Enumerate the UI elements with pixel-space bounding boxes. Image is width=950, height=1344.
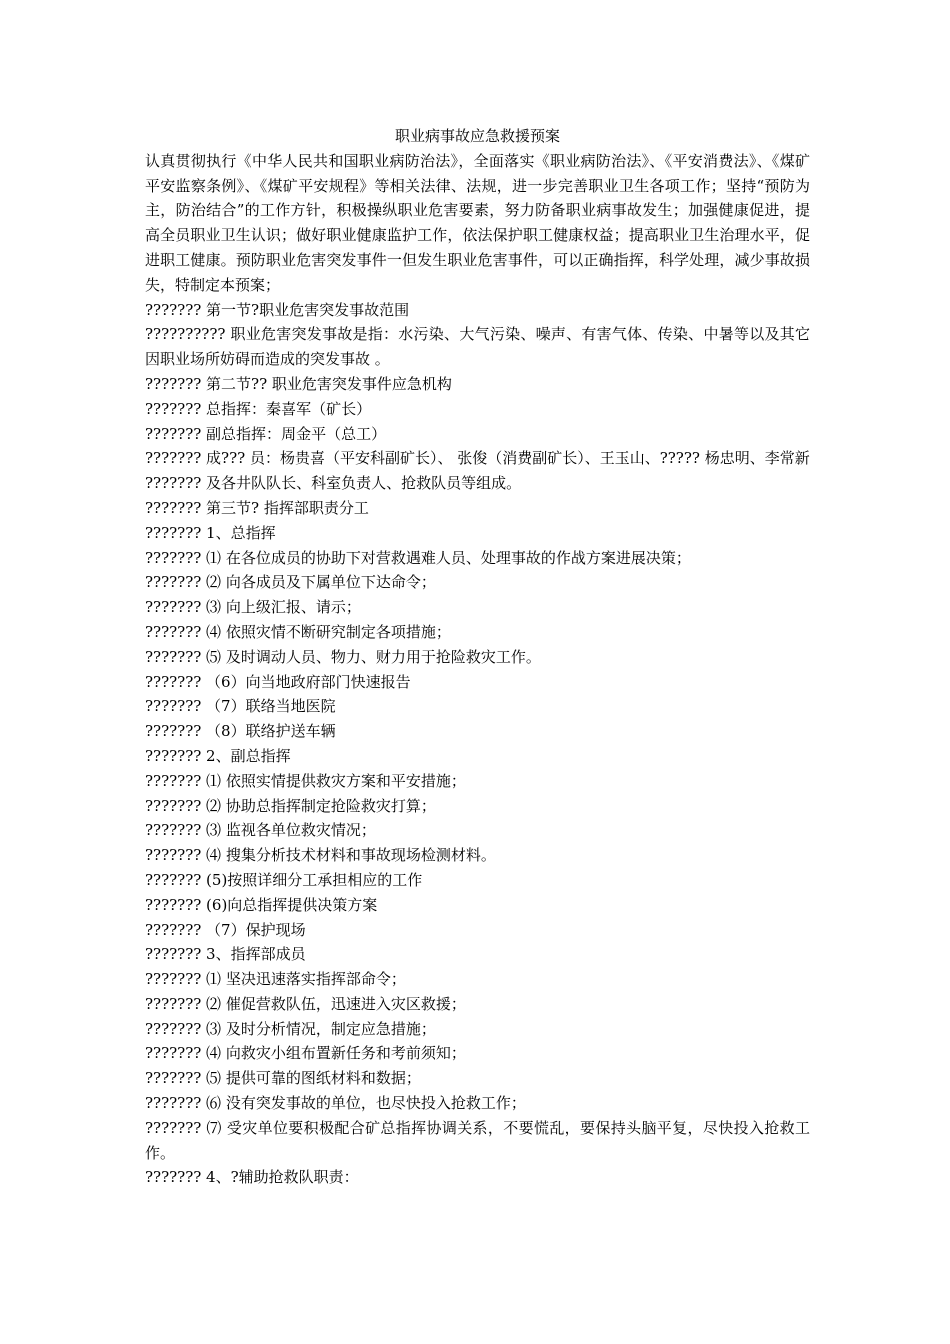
list-item: ??????? ⑴ 在各位成员的协助下对营救遇难人员、处理事故的作战方案进展决策； bbox=[145, 548, 691, 567]
list-item: ??????? ⑸ 提供可靠的图纸材料和数据； bbox=[145, 1069, 421, 1088]
list-item: ??????? ⑷ 向救灾小组布置新任务和考前须知； bbox=[145, 1044, 466, 1063]
list-item: ??????? ⑶ 及时分析情况，制定应急措施； bbox=[145, 1019, 436, 1038]
section-heading-3: ??????? 第三节? 指挥部职责分工 bbox=[145, 498, 369, 517]
paragraph: ??????? 总指挥：秦喜军（矿长） bbox=[145, 399, 372, 418]
list-item: ??????? ⑺ 受灾单位要积极配合矿总指挥协调关系，不要慌乱，要保持头脑平复，尽快投入抢救工作。 bbox=[145, 1118, 810, 1162]
list-heading: ??????? 3、指挥部成员 bbox=[145, 945, 306, 964]
section-heading-1: ??????? 第一节?职业危害突发事故范围 bbox=[145, 300, 410, 319]
list-item: ??????? （8）联络护送车辆 bbox=[145, 722, 336, 741]
paragraph: ?????????? 职业危害突发事故是指：水污染、大气污染、噪声、有害气体、传染、中暑等以及其它因职业场所妨碍而造成的突发事故 。 bbox=[145, 325, 810, 369]
paragraph-list bbox=[145, 149, 810, 1190]
document-title: 职业病事故应急救援预案 bbox=[394, 127, 560, 145]
list-item: ??????? ⑸ 及时调动人员、物力、财力用于抢险救灾工作。 bbox=[145, 647, 541, 666]
list-item: ??????? （7）联络当地医院 bbox=[145, 697, 336, 716]
list-item: ??????? ⑶ 监视各单位救灾情况； bbox=[145, 821, 376, 840]
list-item: ??????? ⑷ 搜集分析技术材料和事故现场检测材料。 bbox=[145, 846, 496, 865]
list-item: ??????? ⑵ 协助总指挥制定抢险救灾打算； bbox=[145, 796, 436, 815]
paragraph-intro: 认真贯彻执行《中华人民共和国职业病防治法》，全面落实《职业病防治法》、《平安消费法》、《煤矿平安监察条例》、《煤矿平安规程》等相关法律、法规，进一步完善职业卫生各项工作；坚持“预防为主，防治结合”的工作方针，积极操纵职业危害要素，努力防备职业病事故发生；加强健康促进，提高全员职业卫生认识；做好职业健康监护工作，依法保护职工健康权益；提高职业卫生治理水平，促进职工健康。预防职业危害突发事件一但发生职业危害事件，可以正确指挥，科学处理，减少事故损失，特制定本预案； bbox=[145, 151, 810, 294]
paragraph: ??????? 成??? 员：杨贵喜（平安科副矿长）、 张俊（消费副矿长）、王玉山、????? 杨忠明、李常新 bbox=[145, 449, 810, 468]
list-heading: ??????? 4、?辅助抢救队职责： bbox=[145, 1168, 359, 1187]
list-item: ??????? ⑹ 没有突发事故的单位，也尽快投入抢救工作； bbox=[145, 1094, 526, 1113]
list-heading: ??????? 2、副总指挥 bbox=[145, 746, 291, 765]
list-item: ??????? (6)向总指挥提供决策方案 bbox=[145, 895, 378, 914]
list-item: ??????? ⑴ 坚决迅速落实指挥部命令； bbox=[145, 970, 406, 989]
list-heading: ??????? 1、总指挥 bbox=[145, 523, 276, 542]
paragraph: ??????? 及各井队队长、科室负责人、抢救队员等组成。 bbox=[145, 474, 522, 493]
document-body bbox=[145, 124, 810, 1190]
list-item: ??????? （6）向当地政府部门快速报告 bbox=[145, 672, 411, 691]
list-item: ??????? ⑴ 依照实情提供救灾方案和平安措施； bbox=[145, 771, 466, 790]
list-item: ??????? ⑵ 催促营救队伍，迅速进入灾区救援； bbox=[145, 994, 466, 1013]
list-item: ??????? （7）保护现场 bbox=[145, 920, 306, 939]
list-item: ??????? ⑶ 向上级汇报、请示； bbox=[145, 598, 361, 617]
list-item: ??????? (5)按照详细分工承担相应的工作 bbox=[145, 870, 423, 889]
list-item: ??????? ⑵ 向各成员及下属单位下达命令； bbox=[145, 573, 436, 592]
section-heading-2: ??????? 第二节?? 职业危害突发事件应急机构 bbox=[145, 374, 452, 393]
paragraph: ??????? 副总指挥：周金平（总工） bbox=[145, 424, 387, 443]
list-item: ??????? ⑷ 依照灾情不断研究制定各项措施； bbox=[145, 622, 451, 641]
